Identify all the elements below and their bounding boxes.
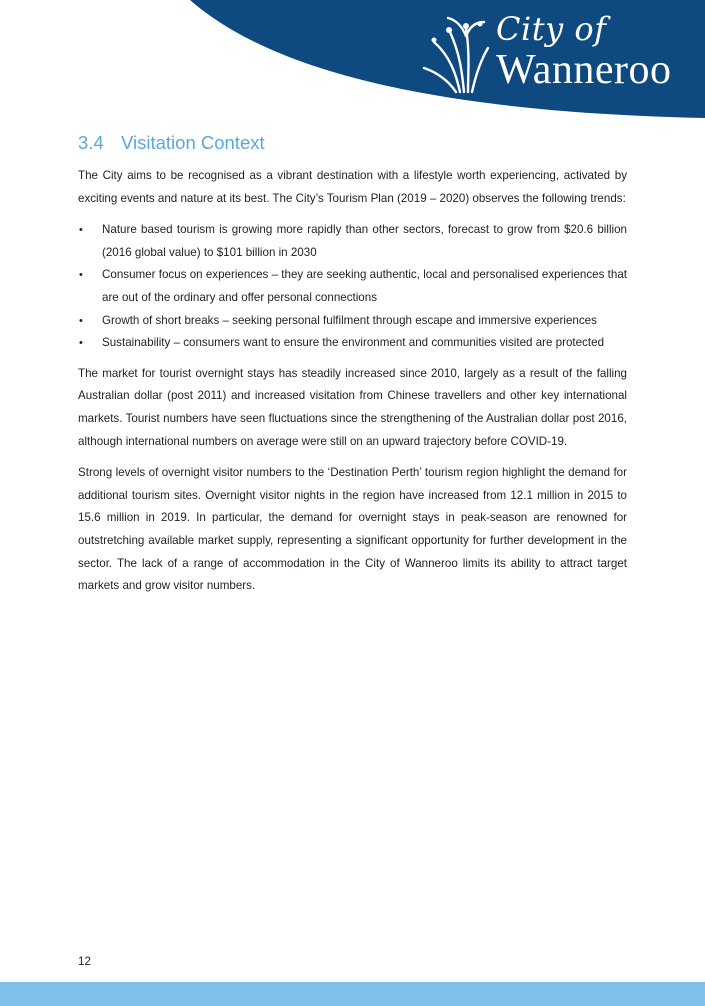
list-item-text: Nature based tourism is growing more rapidly than other sectors, forecast to grow from $20.6 billion (2016 global value) to $101 billion in 2030: [102, 223, 627, 259]
list-item-text: Consumer focus on experiences – they are seeking authentic, local and personalised experiences that are out of the ordinary and offer personal connections: [102, 268, 627, 304]
market-paragraph: The market for tourist overnight stays has steadily increased since 2010, largely as a result of the falling Australian dollar (post 2011) and increased visitation from Chinese travellers and other key international markets. Tourist numbers have seen fluctuations since the strengthening of the Australian dollar post 2016, although international numbers on average were still on an upward trajectory before COVID-19.: [78, 366, 627, 448]
list-item-text: Sustainability – consumers want to ensure the environment and communities visited are protected: [102, 336, 605, 350]
intro-paragraph: The City aims to be recognised as a vibrant destination with a lifestyle worth experiencing, activated by exciting events and nature at its best. The City’s Tourism Plan (2019 – 2020) observes the following trends:: [78, 169, 627, 205]
section-title: Visitation Context: [121, 132, 265, 153]
bullet-icon: •: [79, 224, 83, 237]
bullet-icon: •: [79, 314, 83, 327]
list-item: [78, 264, 627, 309]
section-heading: [78, 132, 627, 154]
page-number: 12: [78, 955, 91, 968]
page-content: [78, 132, 627, 607]
footer-bar: [0, 982, 705, 1006]
logo-text-wanneroo: Wanneroo: [496, 47, 672, 93]
overnight-paragraph: Strong levels of overnight visitor numbers to the ‘Destination Perth’ tourism region highlight the demand for additional tourism sites. Overnight visitor nights in the region have increased from 12.1 million in 2015 to 15.6 million in 2019. In particular, the demand for overnight stays in peak-season are renowned for outstretching available market supply, representing a significant opportunity for further development in the sector. The lack of a range of accommodation in the City of Wanneroo limits its ability to attract target markets and grow visitor numbers.: [78, 466, 627, 593]
grass-tree-emblem-icon: [420, 14, 492, 94]
section-number: 3.4: [78, 132, 104, 153]
list-item: [78, 332, 627, 355]
list-item-text: Growth of short breaks – seeking personal fulfilment through escape and immersive experiences: [102, 313, 597, 327]
bullet-icon: •: [79, 337, 83, 350]
logo-text-city-of: City of: [496, 10, 607, 48]
list-item: [78, 310, 627, 333]
bullet-icon: •: [79, 269, 83, 282]
trends-list: [78, 219, 627, 355]
city-of-wanneroo-logo: [420, 8, 695, 98]
list-item: [78, 219, 627, 264]
